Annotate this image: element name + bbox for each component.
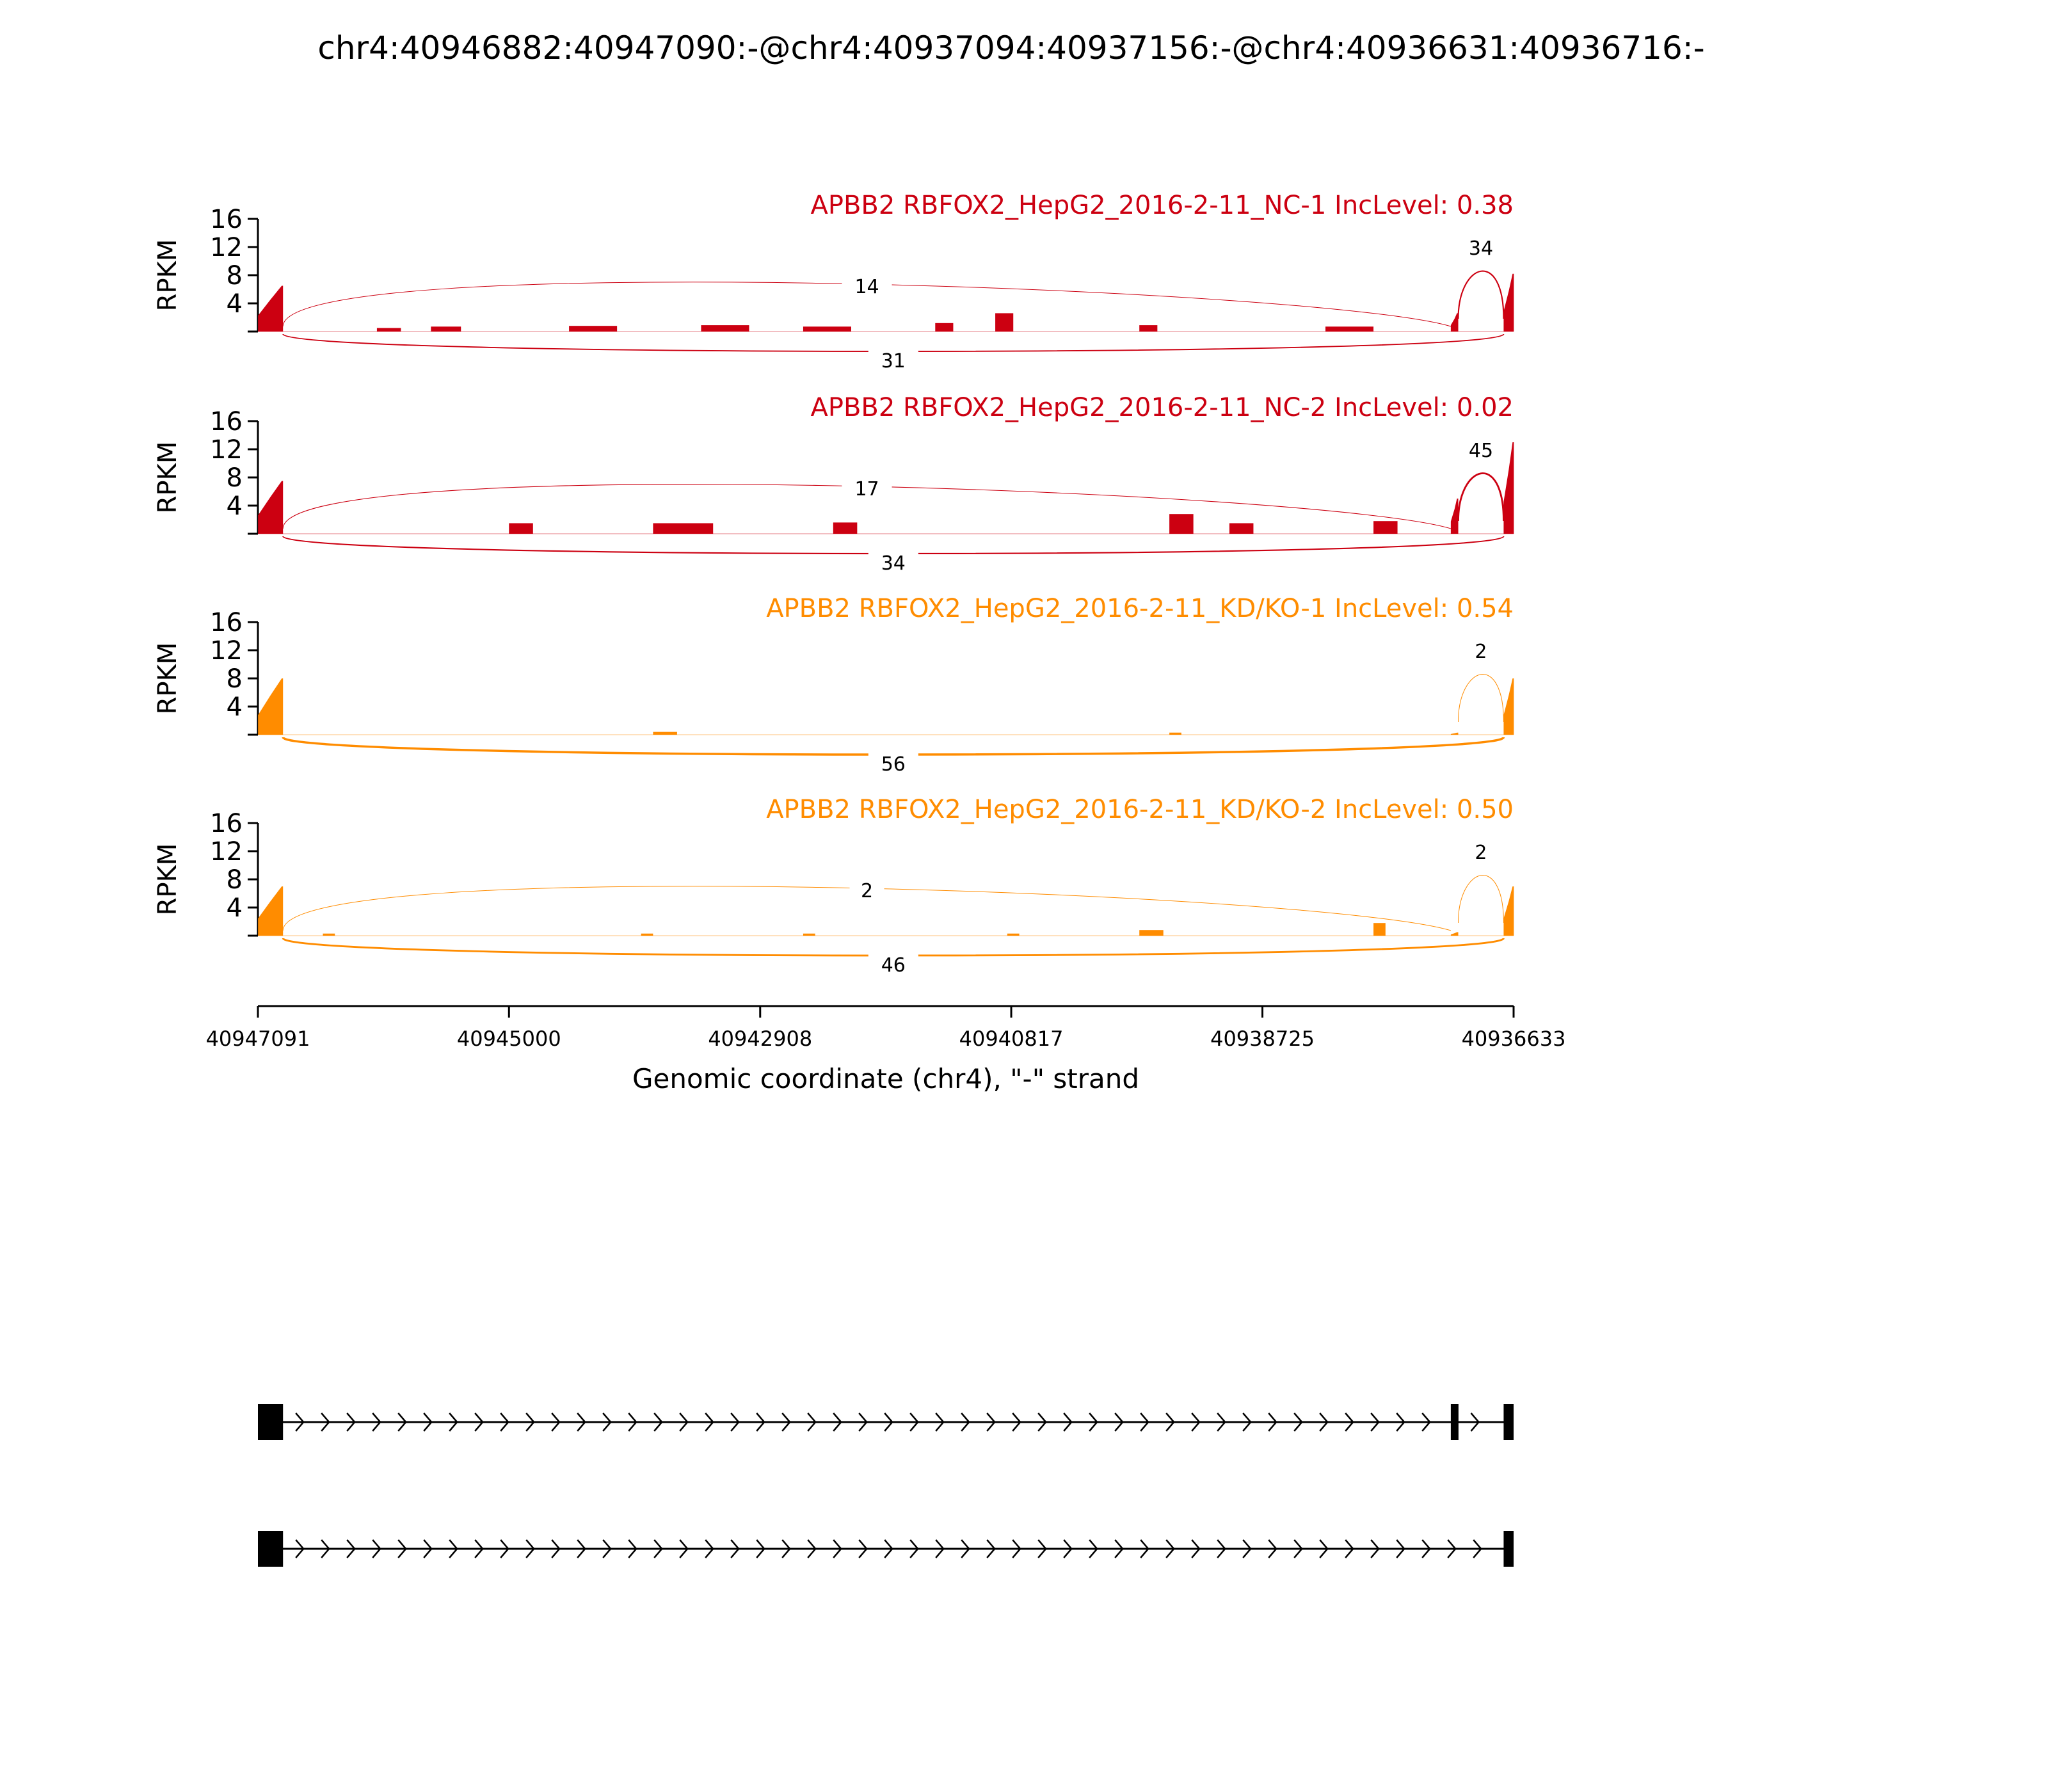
coverage-bar: [701, 325, 749, 332]
exon-block: [1451, 1404, 1459, 1440]
junction-count: 45: [1468, 440, 1494, 462]
coverage-bar: [377, 328, 401, 332]
y-tick-label: 4: [226, 692, 243, 722]
y-tick-label: 12: [210, 435, 243, 465]
y-tick-label: 16: [210, 809, 243, 838]
exon-block: [1503, 1404, 1514, 1440]
junction-count: 34: [881, 552, 906, 575]
track-title: APBB2 RBFOX2_HepG2_2016-2-11_KD/KO-1 IncLevel: 0.54: [766, 594, 1514, 623]
y-tick-label: 4: [226, 492, 243, 521]
coverage-bar: [1229, 524, 1254, 534]
y-tick-label: 4: [226, 893, 243, 923]
y-tick-label: 12: [210, 636, 243, 666]
coverage-bar: [1169, 514, 1194, 534]
y-axis-label: RPKM: [153, 239, 182, 312]
junction-count: 31: [881, 350, 906, 372]
y-axis-label: RPKM: [153, 642, 182, 715]
coverage-bar: [653, 524, 713, 534]
junction-count: 2: [1475, 641, 1487, 663]
coverage-bar: [995, 313, 1013, 332]
y-tick-label: 8: [226, 865, 243, 895]
y-axis-label: RPKM: [153, 843, 182, 916]
y-tick-label: 12: [210, 837, 243, 867]
x-tick-label: 40945000: [456, 1027, 561, 1051]
junction-count: 2: [860, 880, 874, 902]
junction-count: 46: [881, 954, 906, 977]
x-tick-label: 40947091: [205, 1027, 310, 1051]
y-axis-label: RPKM: [153, 441, 182, 514]
y-tick-label: 16: [210, 205, 243, 234]
coverage-bar: [803, 934, 815, 936]
coverage-bar: [1169, 733, 1181, 735]
coverage-bar: [935, 323, 953, 332]
track-title: APBB2 RBFOX2_HepG2_2016-2-11_KD/KO-2 IncLevel: 0.50: [766, 795, 1514, 824]
exon-block: [258, 1531, 283, 1567]
coverage-bar: [509, 524, 533, 534]
coverage-bar: [1139, 325, 1157, 332]
coverage-bar: [1325, 326, 1373, 332]
coverage-bar: [1007, 934, 1020, 936]
coverage-bar: [1139, 930, 1164, 936]
exon-block: [1503, 1531, 1514, 1567]
coverage-bar: [323, 934, 335, 936]
y-tick-label: 8: [226, 664, 243, 694]
x-tick-label: 40940817: [959, 1027, 1064, 1051]
y-tick-label: 16: [210, 407, 243, 436]
coverage-bar: [833, 522, 858, 534]
junction-count: 14: [854, 276, 879, 298]
junction-count: 17: [854, 478, 879, 500]
y-tick-label: 8: [226, 463, 243, 493]
x-axis-label: Genomic coordinate (chr4), "-" strand: [632, 1063, 1140, 1094]
x-tick-label: 40936633: [1461, 1027, 1566, 1051]
junction-count: 34: [1468, 237, 1494, 260]
exon-block: [258, 1404, 283, 1440]
junction-count: 2: [1475, 842, 1487, 864]
coverage-bar: [569, 326, 617, 332]
track-title: APBB2 RBFOX2_HepG2_2016-2-11_NC-2 IncLevel: 0.02: [810, 393, 1514, 422]
y-tick-label: 16: [210, 608, 243, 637]
chart-title: chr4:40946882:40947090:-@chr4:40937094:40937156:-@chr4:40936631:40936716:-: [317, 29, 1705, 67]
y-tick-label: 4: [226, 289, 243, 319]
coverage-bar: [803, 326, 851, 332]
coverage-bar: [653, 732, 677, 735]
coverage-bar: [641, 934, 653, 936]
coverage-bar: [431, 326, 461, 332]
coverage-bar: [1373, 923, 1386, 936]
y-tick-label: 12: [210, 233, 243, 262]
coverage-bar: [1373, 521, 1398, 534]
x-tick-label: 40938725: [1210, 1027, 1315, 1051]
y-tick-label: 8: [226, 261, 243, 291]
x-tick-label: 40942908: [708, 1027, 813, 1051]
junction-count: 56: [881, 753, 906, 776]
track-title: APBB2 RBFOX2_HepG2_2016-2-11_NC-1 IncLevel: 0.38: [810, 191, 1514, 220]
